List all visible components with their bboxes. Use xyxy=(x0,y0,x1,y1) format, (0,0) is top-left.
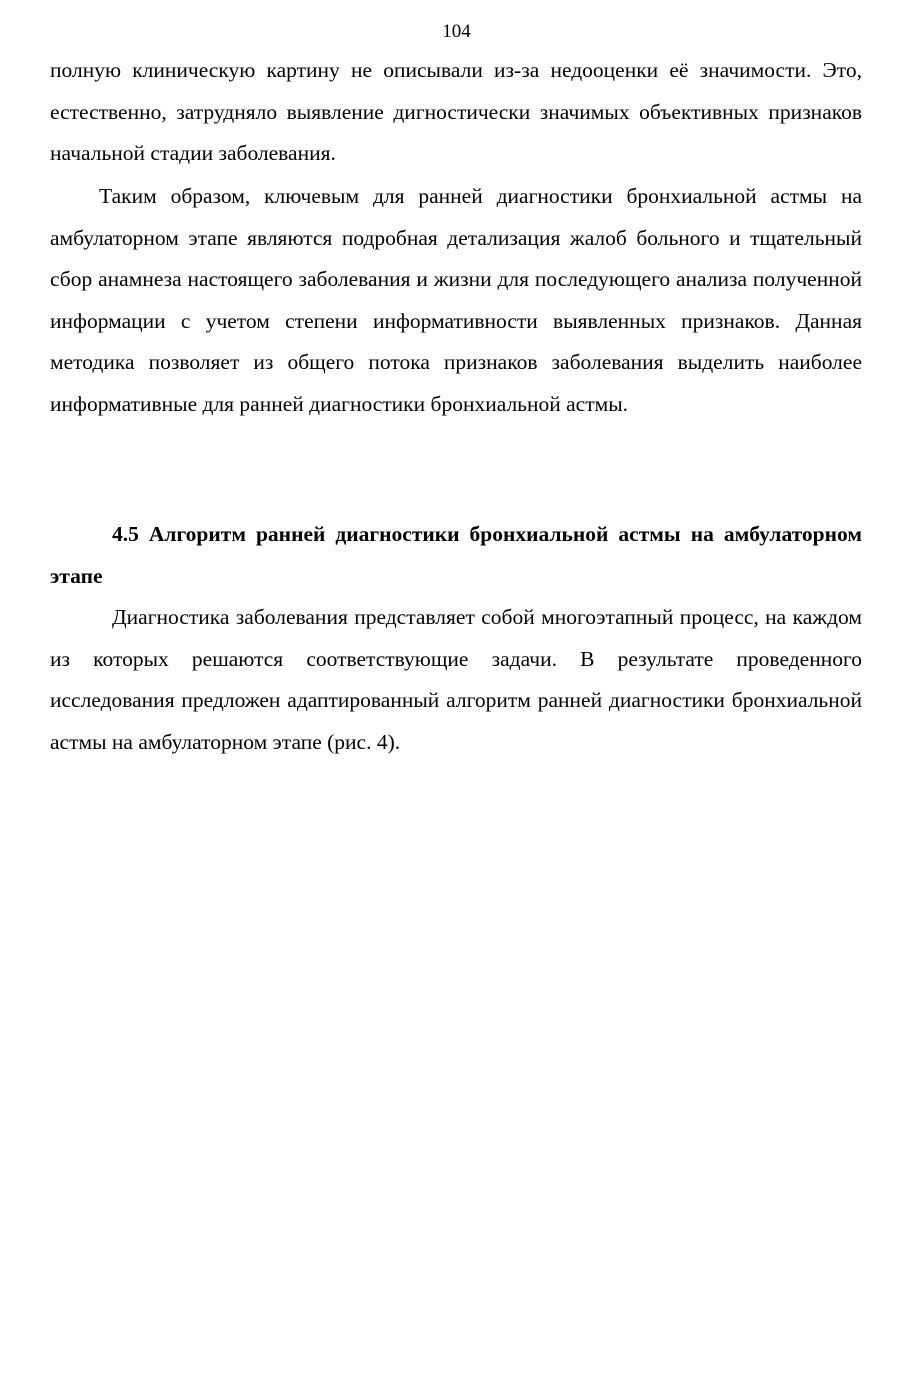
section-heading: 4.5 Алгоритм ранней диагностики бронхиальной астмы на амбулаторном этапе xyxy=(50,522,862,588)
page-number: 104 xyxy=(442,21,471,42)
section-paragraph: Диагностика заболевания представляет собой многоэтапный процесс, на каждом из которых решаются соответствующие задачи. В результате проведенного исследования предложен адаптированный алгоритм ранней диагностики бронхиальной астмы на амбулаторном этапе (рис. 4). xyxy=(50,605,862,754)
paragraph-1: полную клиническую картину не описывали из-за недооценки её значимости. Это, естественно, затрудняло выявление дигностически значимых объективных признаков начальной стадии заболевания. xyxy=(50,58,862,165)
paragraph-2: Таким образом, ключевым для ранней диагностики бронхиальной астмы на амбулаторном этапе являются подробная детализация жалоб больного и тщательный сбор анамнеза настоящего заболевания и жизни для последующего анализа полученной информации с учетом степени информативности выявленных признаков. Данная методика позволяет из общего потока признаков заболевания выделить наиболее информативные для ранней диагностики бронхиальной астмы. xyxy=(50,184,862,416)
